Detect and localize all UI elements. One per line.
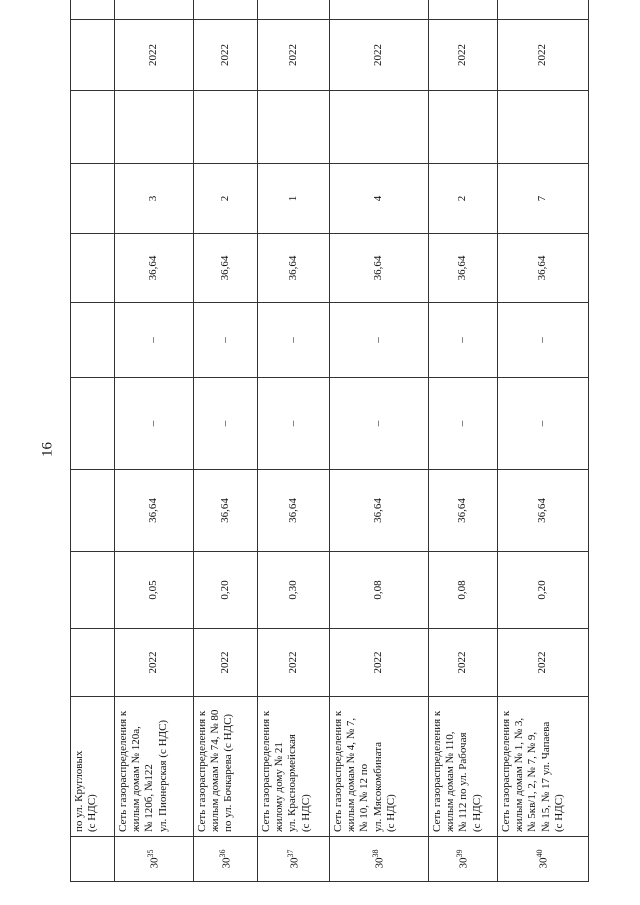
cell-c8: 36,64	[429, 234, 498, 303]
cell-c6: –	[330, 378, 429, 470]
cell-c6: –	[498, 378, 589, 470]
object-name-line: жилым домам № 4, № 7,	[345, 717, 358, 832]
row-number-base: 30	[457, 857, 470, 869]
cell-c9: 2	[429, 164, 498, 234]
row-number-base: 30	[373, 857, 386, 869]
object-name-line: № 5кв/1, 2, № 7, № 9,	[526, 731, 539, 832]
cell-c9	[71, 164, 115, 234]
table-row	[429, 0, 498, 882]
cell-c6: –	[115, 378, 194, 470]
cell-c11: 2022	[429, 20, 498, 91]
cell-c3: 2022	[194, 629, 258, 697]
cell-c5: 36,64	[194, 470, 258, 552]
cell-c9: 1	[258, 164, 330, 234]
object-name	[429, 697, 498, 837]
table-row	[330, 0, 429, 882]
row-number-base: 30	[220, 857, 233, 869]
cell-c4	[71, 552, 115, 629]
cell-c11: 2022	[498, 20, 589, 91]
cell-c6: –	[194, 378, 258, 470]
cell-c3	[71, 629, 115, 697]
object-name-line: (с НДС)	[552, 794, 565, 832]
row-number	[498, 837, 589, 882]
cell-c8: 36,64	[258, 234, 330, 303]
cell-c6: –	[429, 378, 498, 470]
row-number-base: 30	[148, 857, 161, 869]
object-name	[115, 697, 194, 837]
object-name-line: Сеть газораспределения к	[196, 710, 208, 832]
object-name-line: Сеть газораспределения к	[500, 710, 512, 832]
object-name-line: № 10, № 12 по	[358, 763, 371, 832]
cell-c11	[71, 20, 115, 91]
cell-c5: 36,64	[330, 470, 429, 552]
row-number-superscript: 39	[455, 849, 465, 858]
cell-c7: –	[194, 303, 258, 378]
table-row	[498, 0, 589, 882]
row-number-base: 30	[537, 857, 550, 869]
rotated-table-container	[70, 22, 588, 882]
object-name-line: жилым домам № 74, № 80	[209, 709, 222, 832]
row-number	[71, 837, 115, 882]
row-number-superscript: 36	[217, 849, 227, 858]
object-name-line: Сеть газораспределения к	[260, 710, 272, 832]
cell-c8	[71, 234, 115, 303]
object-name-line: жилым домам № 1, № 3,	[513, 717, 526, 832]
table-row	[258, 0, 330, 882]
investment-table	[70, 0, 589, 882]
object-name-line: Сеть газораспределения к	[117, 710, 129, 832]
object-name-line: Сеть газораспределения к	[431, 710, 443, 832]
object-name	[498, 697, 589, 837]
object-name-line: (с НДС)	[299, 794, 312, 832]
cell-c11: 2022	[330, 20, 429, 91]
object-name	[71, 697, 115, 837]
object-name-line: № 112 по ул. Рабочая	[457, 732, 470, 832]
object-name-line: (с НДС)	[86, 794, 99, 832]
row-number	[330, 837, 429, 882]
cell-c12	[330, 0, 429, 20]
cell-c5: 36,64	[115, 470, 194, 552]
cell-c10	[115, 91, 194, 164]
cell-c9: 2	[194, 164, 258, 234]
row-number-superscript: 37	[285, 849, 295, 858]
object-name	[258, 697, 330, 837]
row-number	[258, 837, 330, 882]
cell-c3: 2022	[330, 629, 429, 697]
cell-c3: 2022	[429, 629, 498, 697]
cell-c11: 2022	[115, 20, 194, 91]
cell-c10	[429, 91, 498, 164]
table-row	[71, 0, 115, 882]
cell-c10	[330, 91, 429, 164]
cell-c3: 2022	[258, 629, 330, 697]
row-number-superscript: 40	[535, 849, 545, 858]
cell-c7: –	[330, 303, 429, 378]
object-name-line: ул. Пионерская (с НДС)	[156, 719, 169, 832]
row-number	[115, 837, 194, 882]
cell-c5: 36,64	[258, 470, 330, 552]
cell-c5: 36,64	[498, 470, 589, 552]
cell-c12	[429, 0, 498, 20]
cell-c12	[258, 0, 330, 20]
cell-c7: –	[115, 303, 194, 378]
object-name	[330, 697, 429, 837]
cell-c10	[498, 91, 589, 164]
cell-c12	[498, 0, 589, 20]
cell-c3: 2022	[498, 629, 589, 697]
cell-c7: –	[258, 303, 330, 378]
cell-c4: 0,08	[429, 552, 498, 629]
cell-c4: 0,30	[258, 552, 330, 629]
cell-c10	[194, 91, 258, 164]
cell-c8: 36,64	[194, 234, 258, 303]
cell-c5	[71, 470, 115, 552]
object-name	[194, 697, 258, 837]
cell-c4: 0,20	[194, 552, 258, 629]
object-name-line: жилому дому № 21	[273, 742, 286, 832]
cell-c12	[71, 0, 115, 20]
object-name-line: ул. Красноармейская	[286, 734, 299, 832]
row-number	[194, 837, 258, 882]
cell-c9: 4	[330, 164, 429, 234]
cell-c11: 2022	[258, 20, 330, 91]
row-number-superscript: 38	[371, 849, 381, 858]
page-number: 16	[39, 442, 56, 457]
object-name-line: ул. Мясокомбината	[371, 741, 384, 832]
row-number	[429, 837, 498, 882]
object-name-line: жилым домам № 120а,	[130, 726, 143, 832]
object-name-line: № 120б, №122	[143, 764, 156, 832]
cell-c7	[71, 303, 115, 378]
cell-c11: 2022	[194, 20, 258, 91]
cell-c4: 0,05	[115, 552, 194, 629]
cell-c8: 36,64	[115, 234, 194, 303]
cell-c7: –	[429, 303, 498, 378]
cell-c10	[71, 91, 115, 164]
cell-c6: –	[258, 378, 330, 470]
cell-c6	[71, 378, 115, 470]
cell-c9: 7	[498, 164, 589, 234]
cell-c4: 0,08	[330, 552, 429, 629]
cell-c8: 36,64	[330, 234, 429, 303]
object-name-line: жилым домам № 110,	[444, 731, 457, 832]
object-name-line: Сеть газораспределения к	[332, 710, 344, 832]
cell-c10	[258, 91, 330, 164]
object-name-line: (с НДС)	[470, 794, 483, 832]
cell-c12	[194, 0, 258, 20]
table-row	[115, 0, 194, 882]
object-name-line: по ул. Бочкарева (с НДС)	[222, 713, 235, 832]
cell-c9: 3	[115, 164, 194, 234]
object-name-line: по ул. Кругловых	[73, 750, 85, 832]
object-name-line: (с НДС)	[384, 794, 397, 832]
cell-c4: 0,20	[498, 552, 589, 629]
cell-c12	[115, 0, 194, 20]
object-name-line: № 15, № 17 ул. Чапаева	[539, 721, 552, 832]
cell-c5: 36,64	[429, 470, 498, 552]
cell-c8: 36,64	[498, 234, 589, 303]
cell-c3: 2022	[115, 629, 194, 697]
row-number-base: 30	[288, 857, 301, 869]
cell-c7: –	[498, 303, 589, 378]
row-number-superscript: 35	[146, 849, 156, 858]
table-row	[194, 0, 258, 882]
